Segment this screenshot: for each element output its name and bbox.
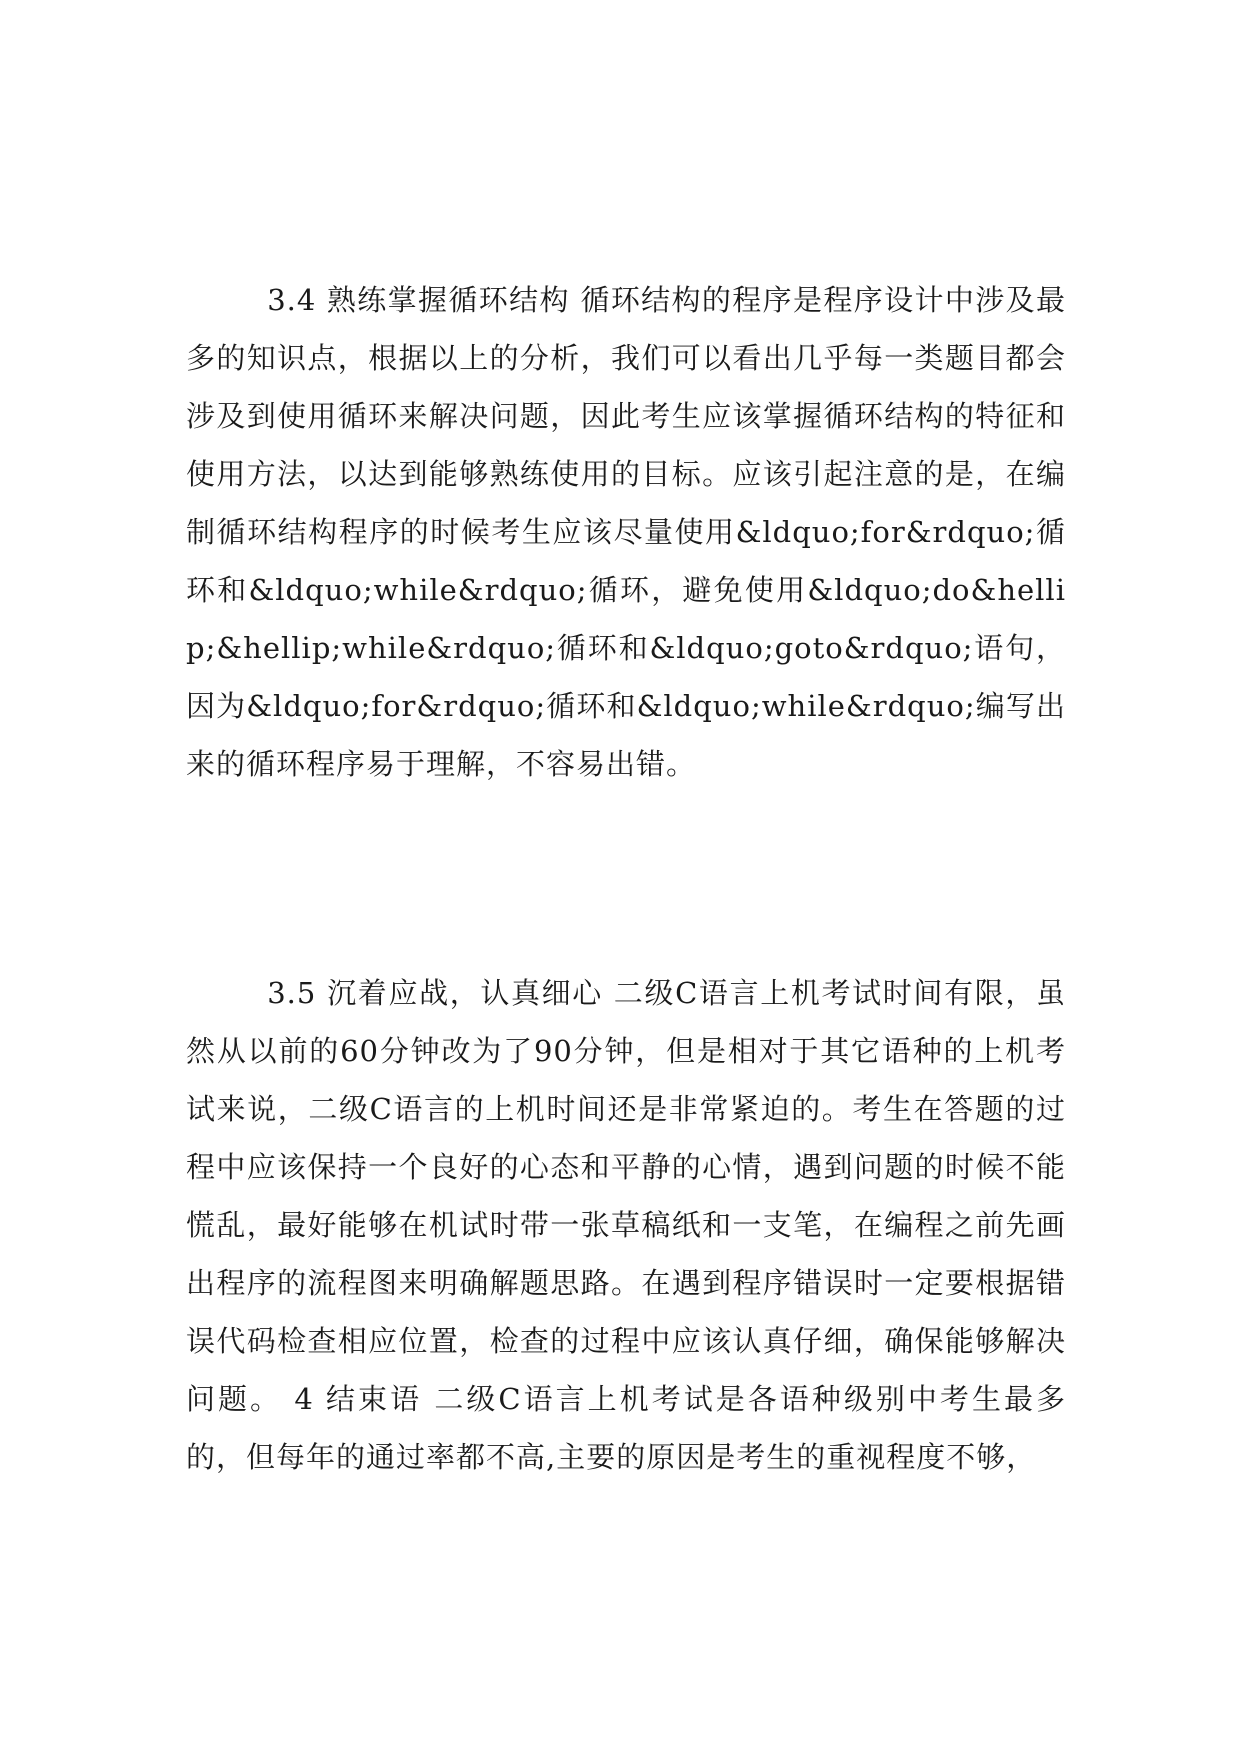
paragraph-exam-attitude: 3.5 沉着应战，认真细心 二级C语言上机考试时间有限，虽然从以前的60分钟改为了90分钟，但是相对于其它语种的上机考试来说，二级C语言的上机时间还是非常紧迫的。考生在答题的过程中应该保持一个良好的心态和平静的心情，遇到问题的时候不能慌乱，最好能够在机试时带一张草稿纸和一支笔，在编程之前先画出程序的流程图来明确解题思路。在遇到程序错误时一定要根据错误代码检查相应位置，检查的过程中应该认真仔细，确保能够解决问题。 4 结束语 二级C语言上机考试是各语种级别中考生最多的，但每年的通过率都不高,主要的原因是考生的重视程度不够， [186,976,1066,1474]
paragraph-loop-structure: 3.4 熟练掌握循环结构 循环结构的程序是程序设计中涉及最多的知识点，根据以上的分析，我们可以看出几乎每一类题目都会涉及到使用循环来解决问题，因此考生应该掌握循环结构的特征和使用方法，以达到能够熟练使用的目标。应该引起注意的是，在编制循环结构程序的时候考生应该尽量使用&ldquo;for&rdquo;循环和&ldquo;while&rdquo;循环，避免使用&ldquo;do&hellip;&hellip;while&rdquo;循环和&ldquo;goto&rdquo;语句，因为&ldquo;for&rdquo;循环和&ldquo;while&rdquo;编写出来的循环程序易于理解，不容易出错。 [186,283,1066,781]
